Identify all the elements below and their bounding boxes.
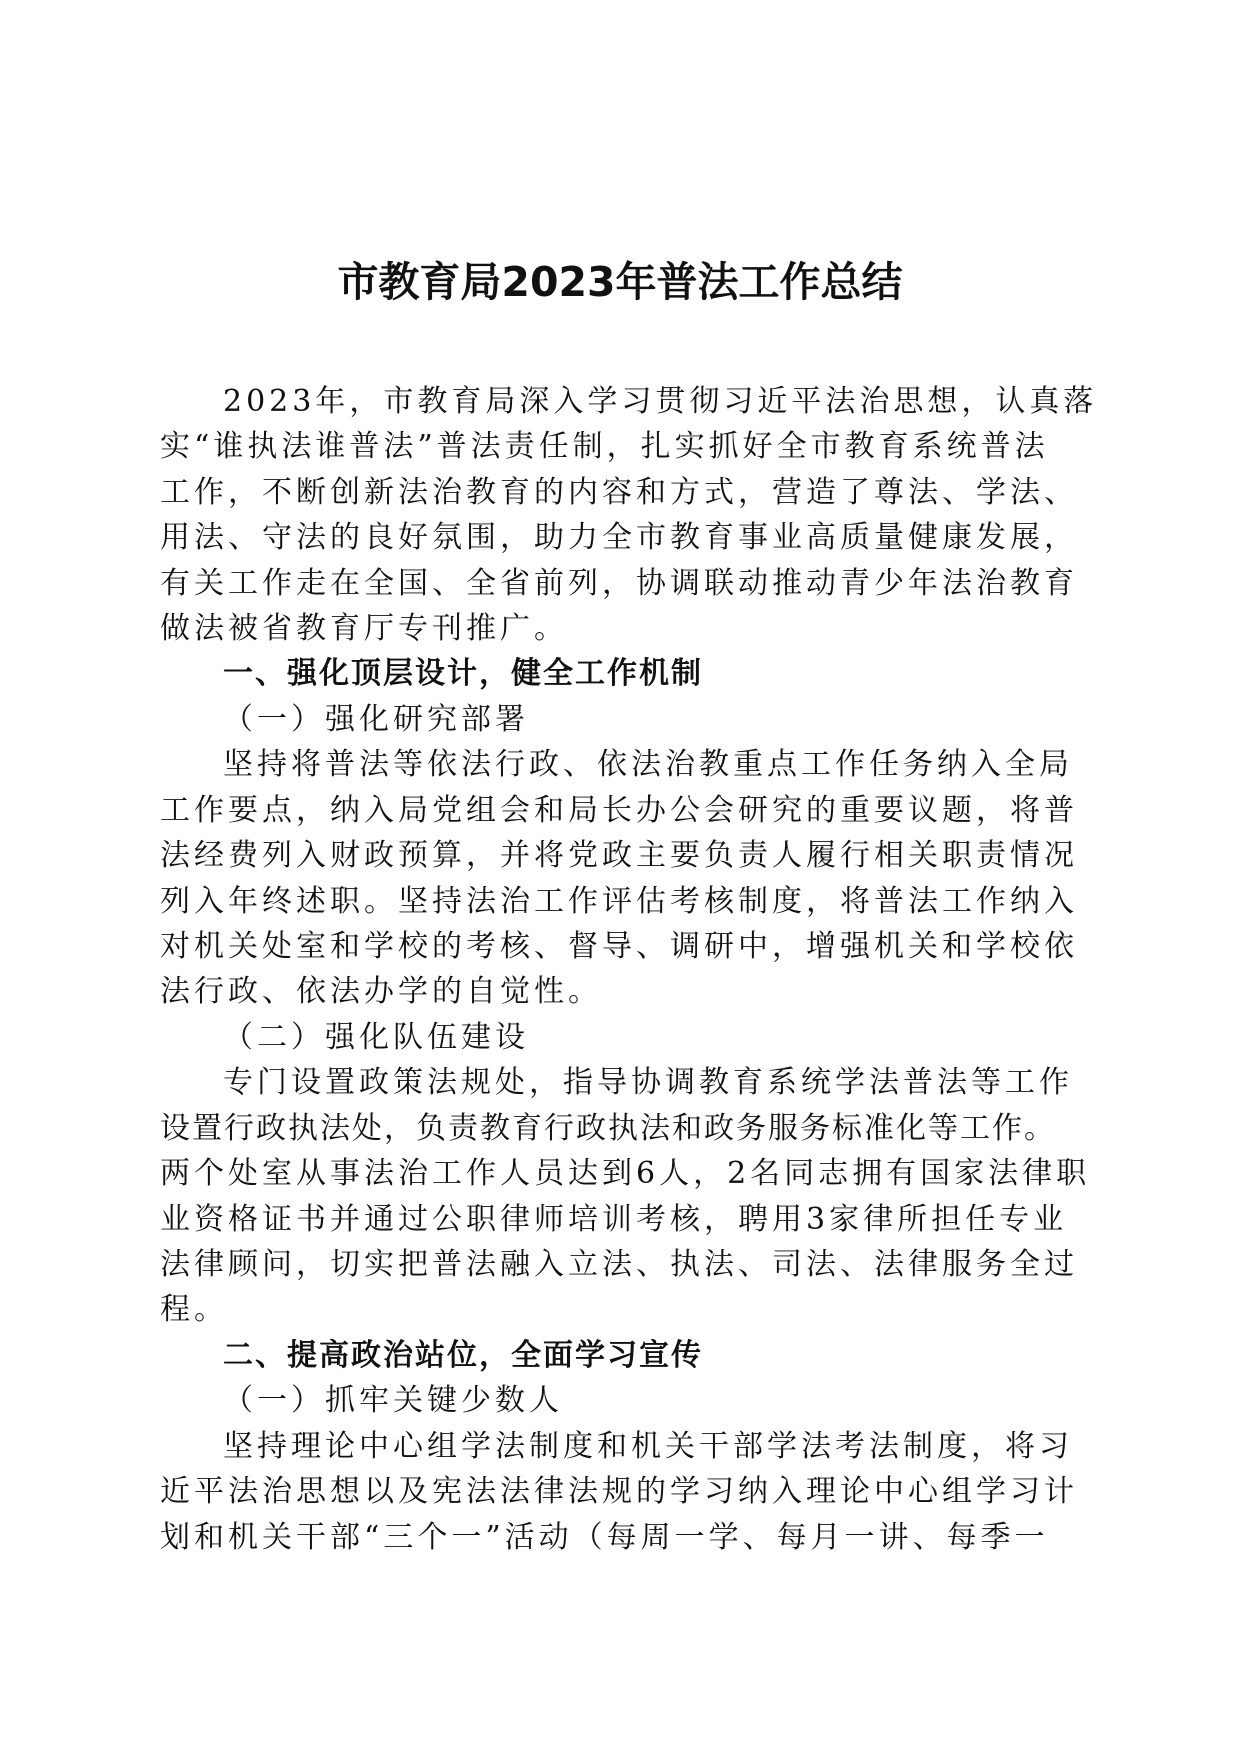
paragraph-line: 2023年，市教育局深入学习贯彻习近平法治思想，认真落 (223, 384, 1098, 419)
paragraph-line: 对机关处室和学校的考核、督导、调研中，增强机关和学校依 (160, 929, 1078, 964)
paragraph-line: 划和机关干部“三个一”活动（每周一学、每月一讲、每季一 (160, 1520, 1049, 1555)
paragraph-line: 业资格证书并通过公职律师培训考核，聘用3家律所担任专业 (160, 1202, 1068, 1237)
section-heading: 二、提高政治站位，全面学习宣传 (223, 1338, 703, 1373)
paragraph-line: 法经费列入财政预算，并将党政主要负责人履行相关职责情况 (160, 838, 1078, 873)
paragraph-line: 坚持将普法等依法行政、依法治教重点工作任务纳入全局 (223, 747, 1073, 782)
paragraph-line: 做法被省教育厅专刊推广。 (160, 611, 568, 646)
paragraph-line: 法律顾问，切实把普法融入立法、执法、司法、法律服务全过 (160, 1247, 1078, 1282)
paragraph-line: 法行政、依法办学的自觉性。 (160, 974, 602, 1009)
subsection-heading: （一）抓牢关键少数人 (223, 1383, 563, 1418)
subsection-heading: （一）强化研究部署 (223, 702, 529, 737)
document-title: 市教育局2023年普法工作总结 (337, 258, 903, 306)
paragraph-line: 近平法治思想以及宪法法律法规的学习纳入理论中心组学习计 (160, 1474, 1078, 1509)
paragraph-line: 专门设置政策法规处，指导协调教育系统学法普法等工作 (223, 1065, 1073, 1100)
paragraph-line: 设置行政执法处，负责教育行政执法和政务服务标准化等工作。 (160, 1111, 1056, 1146)
paragraph-line: 工作，不断创新法治教育的内容和方式，营造了尊法、学法、 (160, 475, 1078, 510)
paragraph-line: 用法、守法的良好氛围，助力全市教育事业高质量健康发展， (160, 520, 1078, 555)
paragraph-line: 实“谁执法谁普法”普法责任制，扎实抓好全市教育系统普法 (160, 429, 1049, 464)
subsection-heading: （二）强化队伍建设 (223, 1020, 529, 1055)
paragraph-line: 有关工作走在全国、全省前列，协调联动推动青少年法治教育 (160, 566, 1078, 601)
paragraph-line: 两个处室从事法治工作人员达到6人，2名同志拥有国家法律职 (160, 1156, 1091, 1191)
paragraph-line: 工作要点，纳入局党组会和局长办公会研究的重要议题，将普 (160, 793, 1078, 828)
paragraph-line: 程。 (160, 1292, 228, 1327)
paragraph-line: 列入年终述职。坚持法治工作评估考核制度，将普法工作纳入 (160, 884, 1078, 919)
paragraph-line: 坚持理论中心组学法制度和机关干部学法考法制度，将习 (223, 1429, 1073, 1464)
section-heading: 一、强化顶层设计，健全工作机制 (223, 656, 703, 691)
